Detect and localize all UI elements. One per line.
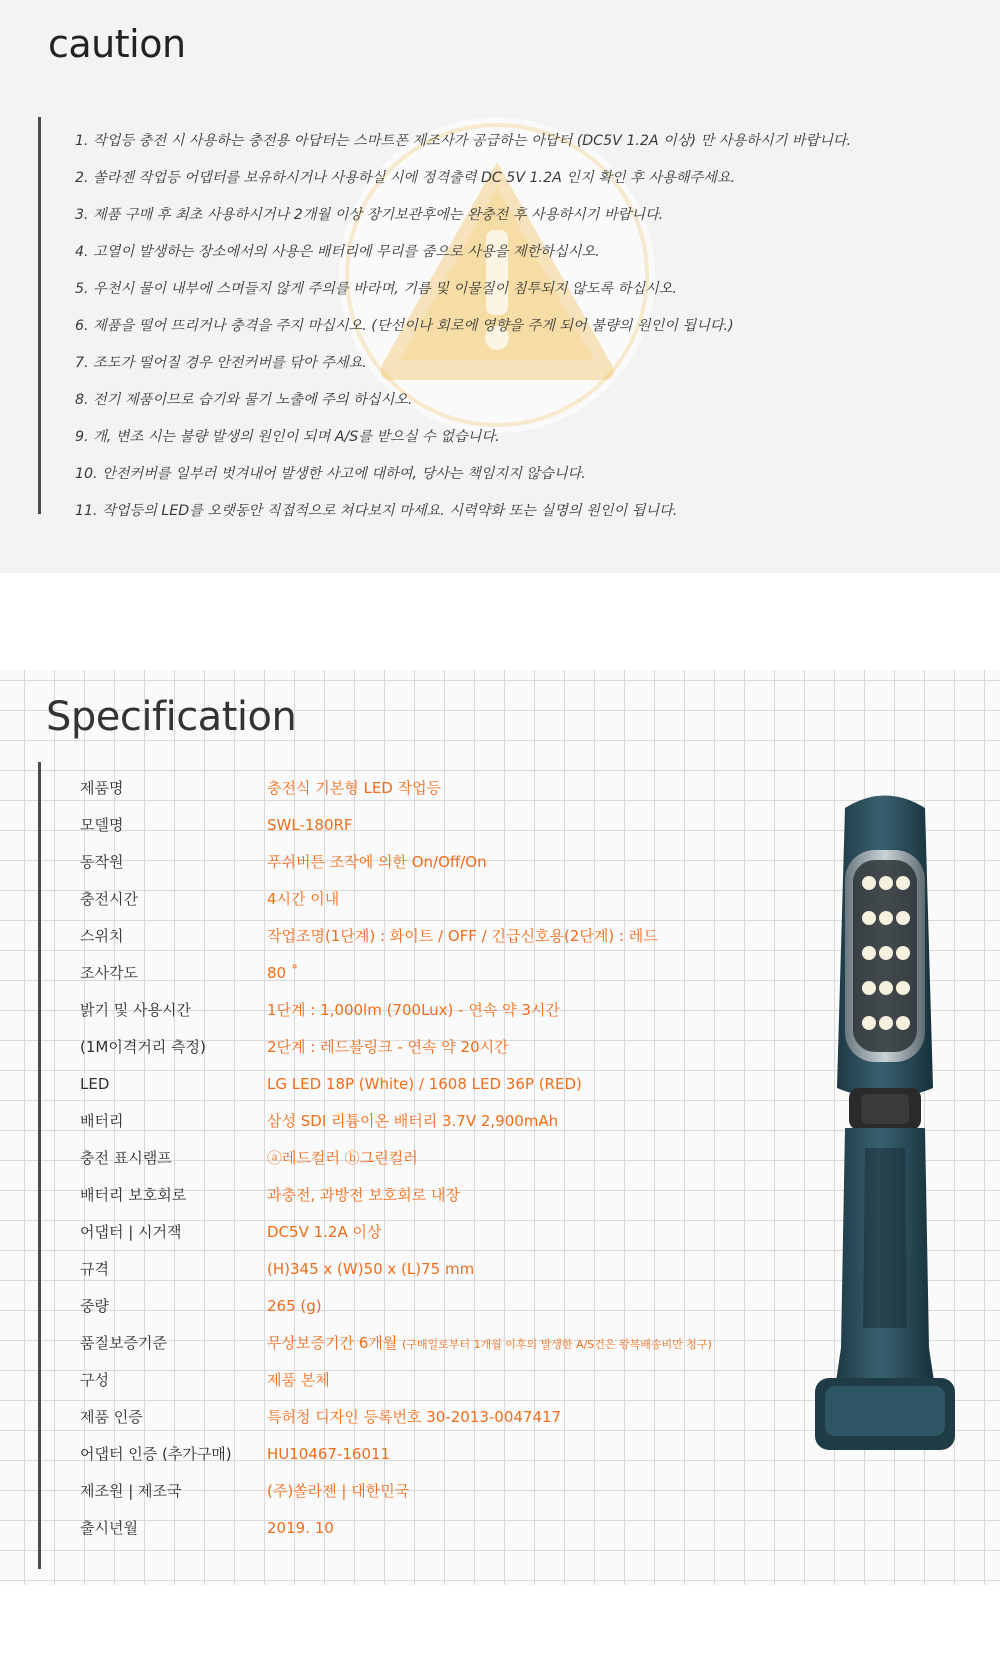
spec-value: 과충전, 과방전 보호회로 내장 bbox=[267, 1186, 460, 1204]
specification-section bbox=[0, 670, 1000, 1585]
caution-item: 3. 제품 구매 후 최초 사용하시거나 2개월 이상 장기보관후에는 완충전 후 사용하시기 바랍니다. bbox=[75, 207, 664, 223]
spec-label: 어댑터 인증 (추가구매) bbox=[80, 1445, 232, 1463]
spec-row bbox=[80, 917, 712, 954]
caution-item: 4. 고열이 발생하는 장소에서의 사용은 배터리에 무리를 줌으로 사용을 제한하십시오. bbox=[75, 244, 600, 260]
spec-label: 중량 bbox=[80, 1297, 109, 1315]
spec-row bbox=[80, 1213, 712, 1250]
spec-row bbox=[80, 1324, 712, 1361]
spec-label: 밝기 및 사용시간 bbox=[80, 1001, 191, 1019]
spec-value: 특허청 디자인 등록번호 30-2013-0047417 bbox=[267, 1408, 562, 1426]
specification-title: Specification bbox=[46, 694, 297, 740]
spec-label: 규격 bbox=[80, 1260, 109, 1278]
spec-row bbox=[80, 806, 712, 843]
spec-row bbox=[80, 843, 712, 880]
spec-value: (H)345 x (W)50 x (L)75 mm bbox=[267, 1259, 475, 1278]
spec-label: 조사각도 bbox=[80, 964, 138, 982]
spec-value: 4시간 이내 bbox=[267, 890, 340, 908]
spec-row bbox=[80, 1250, 712, 1287]
caution-section bbox=[0, 0, 1000, 573]
spec-row bbox=[80, 954, 712, 991]
spec-value: 265 (g) bbox=[267, 1296, 322, 1315]
spec-label: 충전시간 bbox=[80, 890, 138, 908]
caution-item: 5. 우천시 물이 내부에 스며들지 않게 주의를 바라며, 기름 및 이물질이 침투되지 않도록 하십시오. bbox=[75, 281, 677, 297]
spec-value: LG LED 18P (White) / 1608 LED 36P (RED) bbox=[267, 1074, 582, 1093]
spec-row bbox=[80, 769, 712, 806]
caution-list bbox=[75, 128, 975, 535]
specification-accent-bar bbox=[38, 762, 41, 1569]
specification-table bbox=[80, 769, 712, 1546]
spec-row bbox=[80, 1065, 712, 1102]
spec-row bbox=[80, 1435, 712, 1472]
spec-label: 어댑터 | 시거잭 bbox=[80, 1223, 182, 1241]
caution-item: 9. 개, 변조 시는 불량 발생의 원인이 되며 A/S를 받으실 수 없습니다. bbox=[75, 429, 500, 445]
spec-label: 품질보증기준 bbox=[80, 1334, 167, 1352]
spec-row bbox=[80, 1472, 712, 1509]
spec-value: 1단계 : 1,000lm (700Lux) - 연속 약 3시간 bbox=[267, 1001, 560, 1019]
spec-label: 출시년월 bbox=[80, 1519, 138, 1537]
spec-value: 푸쉬버튼 조작에 의한 On/Off/On bbox=[267, 853, 487, 871]
spec-label: 스위치 bbox=[80, 927, 124, 945]
caution-item: 7. 조도가 떨어질 경우 안전커버를 닦아 주세요. bbox=[75, 355, 367, 371]
spec-value: SWL-180RF bbox=[267, 815, 353, 834]
spec-value: 80 ˚ bbox=[267, 963, 299, 982]
spec-value: 충전식 기본형 LED 작업등 bbox=[267, 779, 442, 797]
spec-row bbox=[80, 1139, 712, 1176]
spec-label: 제조원 | 제조국 bbox=[80, 1482, 182, 1500]
spec-row bbox=[80, 1176, 712, 1213]
caution-accent-bar bbox=[38, 117, 41, 514]
spec-value: 2019. 10 bbox=[267, 1518, 334, 1537]
spec-label: LED bbox=[80, 1074, 110, 1093]
spec-label: (1M이격거리 측정) bbox=[80, 1038, 206, 1056]
spec-value: HU10467-16011 bbox=[267, 1444, 391, 1463]
caution-item: 6. 제품을 떨어 뜨리거나 충격을 주지 마십시오. (단선이나 회로에 영향을 주게 되어 불량의 원인이 됩니다.) bbox=[75, 318, 734, 334]
caution-item: 11. 작업등의 LED를 오랫동안 직접적으로 쳐다보지 마세요. 시력약화 또는 실명의 원인이 됩니다. bbox=[75, 503, 678, 519]
spec-value: 2단계 : 레드블링크 - 연속 약 20시간 bbox=[267, 1038, 509, 1056]
spec-row bbox=[80, 1398, 712, 1435]
spec-label: 배터리 bbox=[80, 1112, 124, 1130]
spec-label: 모델명 bbox=[80, 816, 124, 834]
caution-item: 1. 작업등 충전 시 사용하는 충전용 아답터는 스마트폰 제조사가 공급하는 아답터 (DC5V 1.2A 이상) 만 사용하시기 바랍니다. bbox=[75, 133, 852, 149]
spec-row bbox=[80, 1102, 712, 1139]
caution-item: 10. 안전커버를 일부러 벗겨내어 발생한 사고에 대하여, 당사는 책임지지 않습니다. bbox=[75, 466, 586, 482]
spec-label: 구성 bbox=[80, 1371, 109, 1389]
spec-label: 제품 인증 bbox=[80, 1408, 143, 1426]
spec-value: 삼성 SDI 리튬이온 배터리 3.7V 2,900mAh bbox=[267, 1112, 559, 1130]
spec-row bbox=[80, 880, 712, 917]
spec-value: ⓐ레드컬러 ⓑ그린컬러 bbox=[267, 1149, 418, 1167]
spec-row bbox=[80, 1287, 712, 1324]
spec-row bbox=[80, 1509, 712, 1546]
spec-value: (주)쏠라젠 | 대한민국 bbox=[267, 1482, 410, 1500]
spec-label: 충전 표시램프 bbox=[80, 1149, 172, 1167]
caution-item: 8. 전기 제품이므로 습기와 물기 노출에 주의 하십시오. bbox=[75, 392, 413, 408]
spec-value: DC5V 1.2A 이상 bbox=[267, 1223, 382, 1241]
spec-row bbox=[80, 1361, 712, 1398]
spec-value-text: 무상보증기간 6개월 bbox=[267, 1334, 398, 1352]
spec-value: 제품 본체 bbox=[267, 1371, 330, 1389]
caution-title: caution bbox=[48, 22, 186, 66]
spec-label: 배터리 보호회로 bbox=[80, 1186, 187, 1204]
spec-value bbox=[267, 1324, 712, 1361]
spec-value: 작업조명(1단계) : 화이트 / OFF / 긴급신호용(2단계) : 레드 bbox=[267, 927, 658, 945]
spec-row bbox=[80, 1028, 712, 1065]
caution-item: 2. 쏠라젠 작업등 어댑터를 보유하시거나 사용하실 시에 정격출력 DC 5V 1.2A 인지 확인 후 사용해주세요. bbox=[75, 170, 736, 186]
work-light-product-image bbox=[815, 788, 955, 1458]
spec-label: 동작원 bbox=[80, 853, 124, 871]
spec-value-note: (구매일로부터 1개월 이후의 발생한 A/S건은 왕복배송비만 청구) bbox=[402, 1338, 712, 1351]
spec-row bbox=[80, 991, 712, 1028]
spec-label: 제품명 bbox=[80, 779, 124, 797]
